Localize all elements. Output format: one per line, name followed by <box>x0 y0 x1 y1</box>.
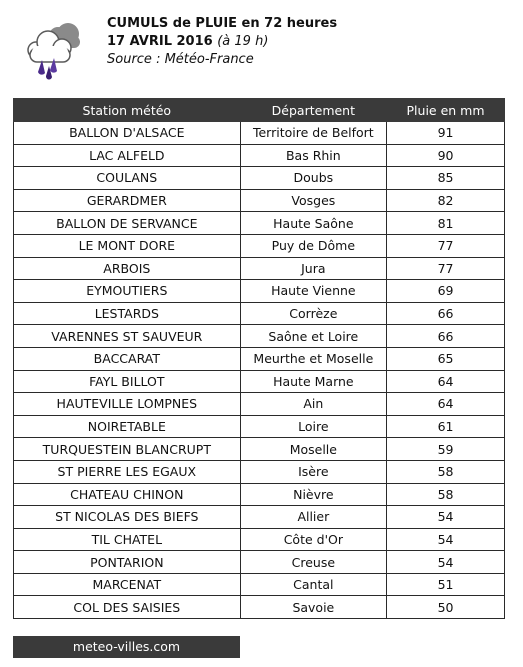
cell-rain: 90 <box>387 144 505 167</box>
cell-department: Corrèze <box>240 302 386 325</box>
report-date: 17 AVRIL 2016 <box>107 34 213 49</box>
cell-department: Ain <box>240 393 386 416</box>
cell-station: COULANS <box>14 167 241 190</box>
cell-rain: 66 <box>387 325 505 348</box>
table-row <box>14 506 505 529</box>
cell-rain: 65 <box>387 347 505 370</box>
source-line: Source : Météo-France <box>107 52 254 67</box>
cell-department: Vosges <box>240 189 386 212</box>
column-header-station: Station météo <box>14 99 241 122</box>
column-header-rain: Pluie en mm <box>387 99 505 122</box>
cell-department: Doubs <box>240 167 386 190</box>
table-row <box>14 551 505 574</box>
page-title: CUMULS de PLUIE en 72 heures <box>107 16 338 31</box>
cell-station: CHATEAU CHINON <box>14 483 241 506</box>
cell-rain: 64 <box>387 393 505 416</box>
cell-department: Isère <box>240 460 386 483</box>
cell-rain: 91 <box>387 122 505 145</box>
table-row <box>14 280 505 303</box>
cell-station: NOIRETABLE <box>14 415 241 438</box>
cell-rain: 82 <box>387 189 505 212</box>
cell-department: Cantal <box>240 573 386 596</box>
cell-department: Creuse <box>240 551 386 574</box>
cell-rain: 77 <box>387 257 505 280</box>
cell-rain: 59 <box>387 438 505 461</box>
cell-station: EYMOUTIERS <box>14 280 241 303</box>
table-row <box>14 415 505 438</box>
table-row <box>14 325 505 348</box>
cell-department: Allier <box>240 506 386 529</box>
table-row <box>14 212 505 235</box>
cell-station: ST PIERRE LES EGAUX <box>14 460 241 483</box>
cell-department: Loire <box>240 415 386 438</box>
date-line <box>107 33 337 51</box>
cell-station: TURQUESTEIN BLANCRUPT <box>14 438 241 461</box>
cell-department: Moselle <box>240 438 386 461</box>
cell-rain: 77 <box>387 234 505 257</box>
cell-rain: 50 <box>387 596 505 619</box>
table-row <box>14 483 505 506</box>
cell-department: Bas Rhin <box>240 144 386 167</box>
table-body <box>14 122 505 619</box>
cell-station: ARBOIS <box>14 257 241 280</box>
cell-station: BALLON DE SERVANCE <box>14 212 241 235</box>
table-row <box>14 347 505 370</box>
cell-department: Côte d'Or <box>240 528 386 551</box>
column-header-department: Département <box>240 99 386 122</box>
header <box>0 0 523 90</box>
table-row <box>14 528 505 551</box>
cell-department: Territoire de Belfort <box>240 122 386 145</box>
cell-department: Puy de Dôme <box>240 234 386 257</box>
cell-rain: 85 <box>387 167 505 190</box>
cell-department: Nièvre <box>240 483 386 506</box>
table-row <box>14 370 505 393</box>
rain-table <box>13 98 505 619</box>
cell-rain: 64 <box>387 370 505 393</box>
cell-station: LE MONT DORE <box>14 234 241 257</box>
cell-department: Haute Marne <box>240 370 386 393</box>
cell-rain: 54 <box>387 528 505 551</box>
cell-rain: 58 <box>387 483 505 506</box>
cell-department: Haute Vienne <box>240 280 386 303</box>
table-row <box>14 393 505 416</box>
rain-cloud-icon <box>22 16 86 80</box>
cell-station: VARENNES ST SAUVEUR <box>14 325 241 348</box>
cell-station: LESTARDS <box>14 302 241 325</box>
cell-rain: 81 <box>387 212 505 235</box>
cell-department: Saône et Loire <box>240 325 386 348</box>
table-row <box>14 438 505 461</box>
cell-rain: 54 <box>387 551 505 574</box>
cell-station: FAYL BILLOT <box>14 370 241 393</box>
table-header-row <box>14 99 505 122</box>
table-row <box>14 234 505 257</box>
cell-station: BACCARAT <box>14 347 241 370</box>
cell-station: ST NICOLAS DES BIEFS <box>14 506 241 529</box>
table-row <box>14 167 505 190</box>
table-row <box>14 302 505 325</box>
cell-rain: 61 <box>387 415 505 438</box>
table-row <box>14 257 505 280</box>
cell-department: Savoie <box>240 596 386 619</box>
cell-station: BALLON D'ALSACE <box>14 122 241 145</box>
cell-station: HAUTEVILLE LOMPNES <box>14 393 241 416</box>
cell-department: Meurthe et Moselle <box>240 347 386 370</box>
table-row <box>14 573 505 596</box>
cell-station: COL DES SAISIES <box>14 596 241 619</box>
cell-station: PONTARION <box>14 551 241 574</box>
table-row <box>14 460 505 483</box>
cell-rain: 51 <box>387 573 505 596</box>
cell-station: MARCENAT <box>14 573 241 596</box>
cell-rain: 58 <box>387 460 505 483</box>
title-block <box>107 15 337 69</box>
cell-station: TIL CHATEL <box>14 528 241 551</box>
cell-station: GERARDMER <box>14 189 241 212</box>
report-time: (à 19 h) <box>217 34 269 49</box>
table-row <box>14 122 505 145</box>
table-row <box>14 144 505 167</box>
cell-department: Jura <box>240 257 386 280</box>
cell-rain: 66 <box>387 302 505 325</box>
table-row <box>14 596 505 619</box>
table-row <box>14 189 505 212</box>
cell-department: Haute Saône <box>240 212 386 235</box>
site-badge: meteo-villes.com <box>13 636 240 658</box>
cell-station: LAC ALFELD <box>14 144 241 167</box>
cell-rain: 54 <box>387 506 505 529</box>
cell-rain: 69 <box>387 280 505 303</box>
